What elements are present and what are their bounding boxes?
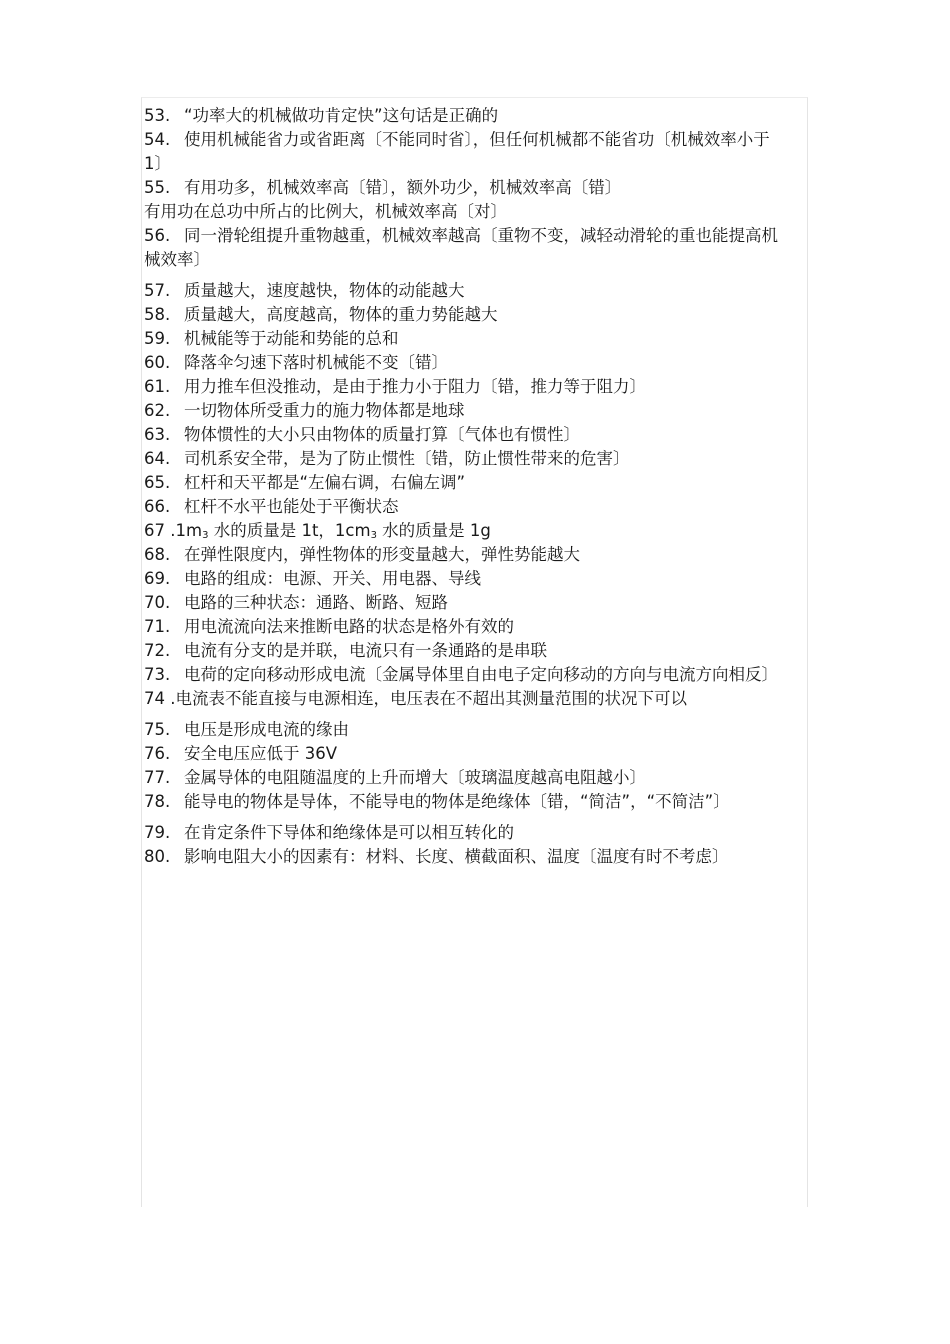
list-item: [144, 224, 790, 272]
item-text: 物体惯性的大小只由物体的质量打算〔气体也有惯性〕: [184, 425, 580, 444]
item-text-part: 水的质量是 1g: [376, 521, 491, 540]
item-text: 降落伞匀速下落时机械能不变〔错〕: [184, 353, 448, 372]
item-text: 电流有分支的是并联，电流只有一条通路的是串联: [184, 641, 547, 660]
item-text: 安全电压应低于 36V: [184, 744, 338, 763]
item-number: 73.: [144, 665, 171, 684]
item-text: 用力推车但没推动，是由于推力小于阻力〔错，推力等于阻力〕: [184, 377, 646, 396]
item-text-part: 水的质量是 1t，1cm: [208, 521, 371, 540]
item-text: 使用机械能省力或省距离〔不能同时省〕，但任何机械都不能省功〔机械效率小于 1〕: [144, 130, 770, 173]
item-text: 金属导体的电阻随温度的上升而增大〔玻璃温度越高电阻越小〕: [184, 768, 646, 787]
item-text: 杠杆不水平也能处于平衡状态: [184, 497, 399, 516]
item-text: 有用功多，机械效率高〔错〕，额外功少，机械效率高〔错〕: [184, 178, 622, 197]
item-text: 一切物体所受重力的施力物体都是地球: [184, 401, 465, 420]
item-number: 63.: [144, 425, 171, 444]
list-item: [144, 303, 790, 327]
item-number: 58.: [144, 305, 171, 324]
item-number: 56.: [144, 226, 171, 245]
item-number: 60.: [144, 353, 171, 372]
list-item: [144, 519, 790, 543]
item-number: 68.: [144, 545, 171, 564]
list-item: [144, 821, 790, 845]
list-item: [144, 399, 790, 423]
item-number: 57.: [144, 281, 171, 300]
item-text: 同一滑轮组提升重物越重，机械效率越高〔重物不变，减轻动滑轮的重也能提高机械效率〕: [144, 226, 778, 269]
item-text-part: 1m: [175, 521, 203, 540]
item-text: 在弹性限度内，弹性物体的形变量越大，弹性势能越大: [184, 545, 580, 564]
item-number: 76.: [144, 744, 171, 763]
list-item: [144, 687, 790, 711]
item-number: 53.: [144, 106, 171, 125]
list-item: [144, 471, 790, 495]
item-text: 电荷的定向移动形成电流〔金属导体里自由电子定向移动的方向与电流方向相反〕: [184, 665, 778, 684]
superscript-unit: 3: [370, 530, 377, 541]
list-item: [144, 495, 790, 519]
item-text: 电流表不能直接与电源相连，电压表在不超出其测量范围的状况下可以: [175, 689, 687, 708]
item-text: 影响电阻大小的因素有：材料、长度、横截面积、温度〔温度有时不考虑〕: [184, 847, 729, 866]
item-text: 质量越大，速度越快，物体的动能越大: [184, 281, 465, 300]
item-number: 66.: [144, 497, 171, 516]
item-number: 61.: [144, 377, 171, 396]
list-item: [144, 128, 790, 176]
item-number: 79.: [144, 823, 171, 842]
superscript-unit: 3: [202, 530, 209, 541]
item-text: 有用功在总功中所占的比例大，机械效率高〔对〕: [144, 202, 507, 221]
list-item: [144, 543, 790, 567]
list-item: [144, 327, 790, 351]
item-number: 62.: [144, 401, 171, 420]
item-text: 电压是形成电流的缘由: [184, 720, 349, 739]
list-item: [144, 663, 790, 687]
item-number: 77.: [144, 768, 171, 787]
list-item: [144, 718, 790, 742]
list-item: [144, 200, 790, 224]
list-item: [144, 639, 790, 663]
item-text: 能导电的物体是导体，不能导电的物体是绝缘体〔错，“简洁”，“不简洁”〕: [184, 792, 730, 811]
list-item: [144, 742, 790, 766]
list-item: [144, 591, 790, 615]
item-number: 80.: [144, 847, 171, 866]
item-text: 电路的三种状态：通路、断路、短路: [184, 593, 448, 612]
item-text: 在肯定条件下导体和绝缘体是可以相互转化的: [184, 823, 514, 842]
item-number: 64.: [144, 449, 171, 468]
item-number: 75.: [144, 720, 171, 739]
list-item: [144, 567, 790, 591]
list-item: [144, 375, 790, 399]
list-item: [144, 176, 790, 200]
item-number: 59.: [144, 329, 171, 348]
list-item: [144, 279, 790, 303]
list-item: [144, 615, 790, 639]
item-number: 72.: [144, 641, 171, 660]
item-text: 杠杆和天平都是“左偏右调，右偏左调”: [184, 473, 466, 492]
document-body: [144, 104, 790, 869]
item-text: “功率大的机械做功肯定快”这句话是正确的: [184, 106, 499, 125]
item-number: 70.: [144, 593, 171, 612]
item-number: 78.: [144, 792, 171, 811]
item-text: 司机系安全带，是为了防止惯性〔错，防止惯性带来的危害〕: [184, 449, 630, 468]
item-number: 69.: [144, 569, 171, 588]
item-text: [176, 521, 491, 540]
list-item: [144, 766, 790, 790]
list-item: [144, 447, 790, 471]
item-number: 74 .: [144, 689, 176, 708]
item-text: 电路的组成：电源、开关、用电器、导线: [184, 569, 481, 588]
list-item: [144, 104, 790, 128]
list-item: [144, 790, 790, 814]
item-number: 65.: [144, 473, 171, 492]
list-item: [144, 351, 790, 375]
list-item: [144, 423, 790, 447]
item-text: 机械能等于动能和势能的总和: [184, 329, 399, 348]
item-number: 71.: [144, 617, 171, 636]
item-text: 质量越大，高度越高，物体的重力势能越大: [184, 305, 498, 324]
item-number: 55.: [144, 178, 171, 197]
list-item: [144, 845, 790, 869]
item-number: 54.: [144, 130, 171, 149]
item-number: 67 .: [144, 521, 176, 540]
item-text: 用电流流向法来推断电路的状态是格外有效的: [184, 617, 514, 636]
